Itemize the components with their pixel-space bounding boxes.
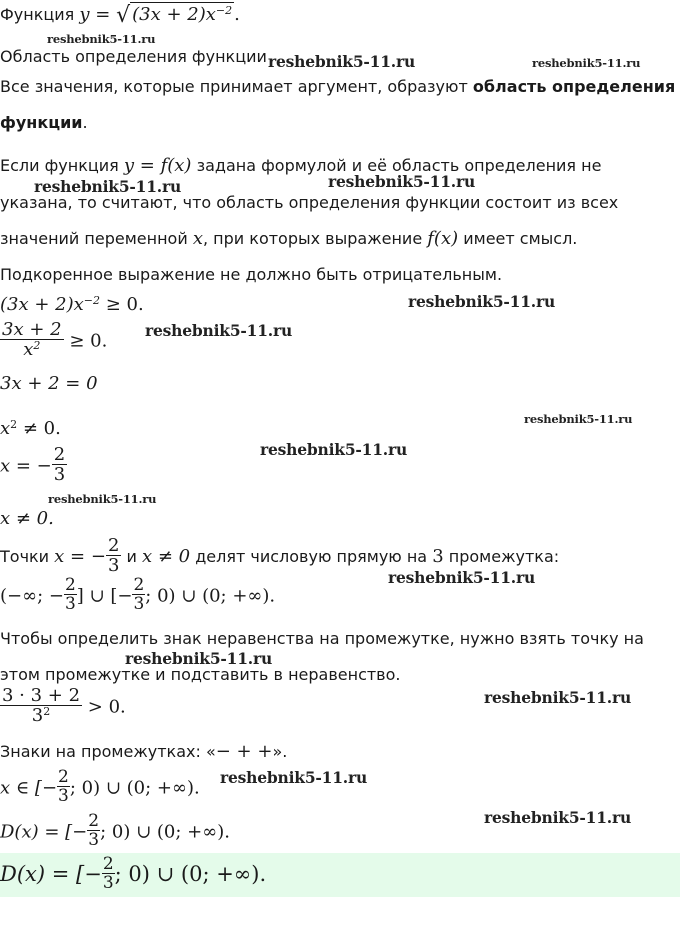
radicand-condition: Подкоренное выражение не должно быть отрицательным.	[0, 265, 503, 284]
intervals: (−∞; − $\frac{2}{3}$ ] ∪ [− $\frac{2}{3}$ ; 0) ∪ (0; +∞).	[0, 575, 276, 614]
rule-line-3: значений переменной x, при которых выражение f(x) имеет смысл.	[0, 228, 578, 249]
solution-set: x ∈ [− $\frac{2}{3}$ ; 0) ∪ (0; +∞).	[0, 767, 200, 806]
definition-line-1: Все значения, которые принимает аргумент, образуют область определения	[0, 77, 676, 96]
test-point: $\frac{3 \cdot 3 + 2}{3^2}$ > 0.	[2, 685, 126, 726]
watermark: reshebnik5-11.ru	[48, 492, 157, 506]
watermark: reshebnik5-11.ru	[328, 172, 476, 191]
rule-line-1: Если функция y = f(x) задана формулой и её область определения не	[0, 155, 602, 176]
root-value: x = − $\frac{2}{3}$	[0, 444, 66, 485]
watermark: reshebnik5-11.ru	[220, 768, 368, 787]
method-line-1: Чтобы определить знак неравенства на промежутке, нужно взять точку на	[0, 629, 644, 648]
denominator-condition: $x^2 \ne 0$.	[0, 418, 61, 439]
equation-numerator: 3x + 2 = 0	[0, 373, 98, 394]
method-line-2: этом промежутке и подставить в неравенство.	[0, 665, 401, 684]
watermark: reshebnik5-11.ru	[34, 177, 182, 196]
signs-line: Знаки на промежутках: «− + +».	[0, 741, 288, 762]
watermark: reshebnik5-11.ru	[484, 688, 632, 707]
watermark: reshebnik5-11.ru	[524, 412, 633, 426]
watermark: reshebnik5-11.ru	[47, 32, 156, 46]
inequality: $(3x + 2)x^{-2} \ge 0$.	[0, 294, 144, 315]
domain-result: D(x) = [− $\frac{2}{3}$ ; 0) ∪ (0; +∞).	[0, 811, 230, 850]
answer-box	[0, 853, 680, 897]
function-line: Функция y = √ $(3x + 2)x^{-2}$ .	[0, 3, 240, 28]
domain-heading: Область определения функции	[0, 47, 267, 66]
watermark: reshebnik5-11.ru	[532, 56, 641, 70]
watermark: reshebnik5-11.ru	[388, 568, 536, 587]
watermark: reshebnik5-11.ru	[268, 52, 416, 71]
points-line: Точки x = − $\frac{2}{3}$ и x ≠ 0 делят числовую прямую на 3 промежутка:	[0, 535, 560, 576]
rule-line-2: указана, то считают, что область определения функции состоит из всех	[0, 193, 619, 212]
sqrt-expression: √ $(3x + 2)x^{-2}$	[116, 3, 233, 28]
watermark: reshebnik5-11.ru	[145, 321, 293, 340]
answer: D(x) = [− $\frac{2}{3}$ ; 0) ∪ (0; +∞).	[0, 854, 267, 893]
zero-exclusion: x ≠ 0.	[0, 508, 54, 529]
watermark: reshebnik5-11.ru	[484, 808, 632, 827]
watermark: reshebnik5-11.ru	[125, 649, 273, 668]
fraction-inequality: $\frac{3x + 2}{x^2}$ ≥ 0.	[2, 319, 108, 360]
watermark: reshebnik5-11.ru	[408, 292, 556, 311]
watermark: reshebnik5-11.ru	[260, 440, 408, 459]
definition-line-2: функции.	[0, 113, 88, 132]
